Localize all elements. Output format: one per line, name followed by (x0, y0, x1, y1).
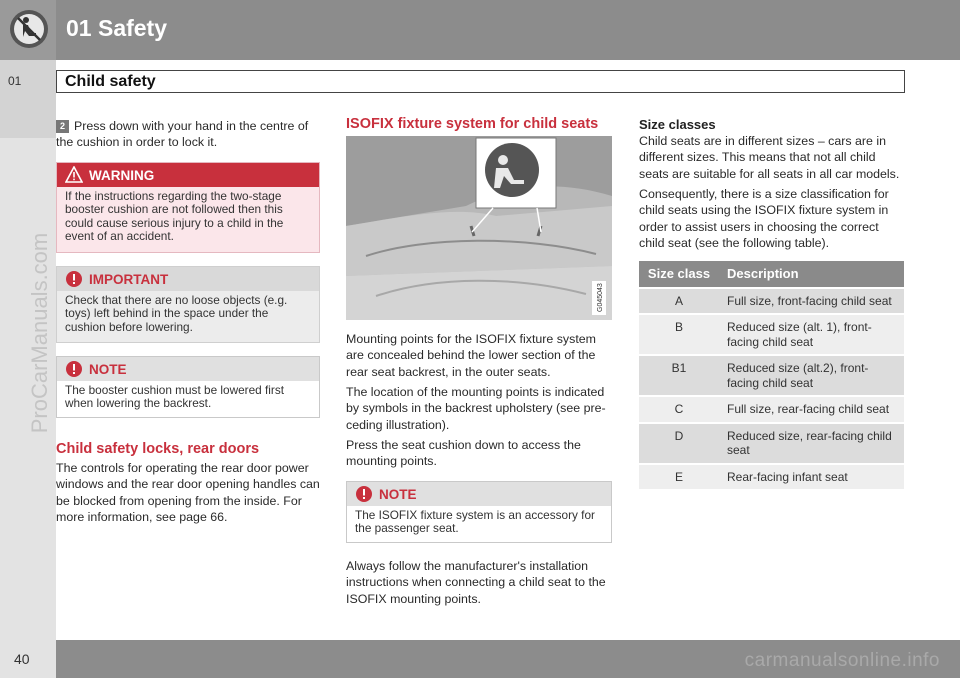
isofix-note-header (347, 482, 611, 506)
section-title: Child safety (65, 73, 156, 90)
table-row (639, 396, 904, 423)
step-number-badge: 2 (56, 120, 69, 133)
important-text: Check that there are no loose objects (e.g. toys) left behind in the space under the cushion before lowering. (65, 293, 288, 334)
table-header-row (639, 261, 904, 288)
warning-triangle-icon (65, 166, 83, 184)
description-cell: Full size, front-facing child seat (719, 288, 904, 315)
isofix-note-text: The ISOFIX fixture system is an accessory for the passenger seat. (355, 508, 595, 536)
header-description: Description (719, 261, 904, 288)
svg-text:G045043: G045043 (597, 283, 604, 312)
note-header (57, 357, 319, 381)
table-row (639, 464, 904, 490)
side-watermark: ProCarManuals.com (27, 232, 52, 434)
header-size-class: Size class (639, 261, 719, 288)
chapter-title: 01 Safety (66, 15, 168, 41)
info-circle-icon (65, 360, 83, 378)
exclamation-circle-icon (65, 270, 83, 288)
isofix-paragraph-1: Mounting points for the ISOFIX fixture system are concealed behind the lower section of the rear seat backrest, in the outer seats. (346, 332, 596, 379)
footer-watermark: carmanualsonline.info (744, 650, 940, 671)
warning-header (57, 163, 319, 187)
locks-paragraph: The controls for operating the rear door power windows and the rear door opening handles can be blocked from opening from the inside. For more information, see page 66. (56, 461, 320, 525)
table-row (639, 423, 904, 464)
size-class-cell: D (639, 423, 719, 464)
size-class-cell: E (639, 464, 719, 490)
isofix-paragraph-4: Always follow the manufacturer's installation instructions when connecting a child seat to the ISOFIX mounting points. (346, 559, 606, 606)
locks-heading: Child safety locks, rear doors (56, 441, 260, 457)
description-cell: Rear-facing infant seat (719, 464, 904, 490)
size-class-cell: B1 (639, 355, 719, 396)
important-box (56, 266, 320, 343)
size-class-cell: C (639, 396, 719, 423)
image-code-label (592, 281, 606, 315)
size-class-cell: A (639, 288, 719, 315)
description-cell: Full size, rear-facing child seat (719, 396, 904, 423)
warning-text: If the instructions regarding the two-stage booster cushion are not followed then this could cause serious injury to a child in the event of an accident. (65, 189, 284, 244)
size-classes-heading: Size classes (639, 117, 716, 132)
size-class-table (639, 261, 904, 489)
description-cell: Reduced size, rear-facing child seat (719, 423, 904, 464)
info-circle-icon (355, 485, 373, 503)
page-number: 40 (14, 651, 30, 667)
chapter-number: 01 (8, 74, 22, 88)
isofix-note-box (346, 481, 612, 543)
size-class-cell: B (639, 314, 719, 355)
isofix-seat-illustration (346, 136, 612, 320)
warning-box (56, 162, 320, 253)
isofix-note-label: NOTE (379, 487, 417, 502)
step-paragraph (56, 118, 322, 151)
step-text: Press down with your hand in the centre of the cushion in order to lock it. (56, 119, 309, 150)
table-row (639, 355, 904, 396)
note-box (56, 356, 320, 418)
isofix-paragraph-3: Press the seat cushion down to access the mounting points. (346, 438, 581, 469)
size-classes-paragraph-1: Child seats are in different sizes – cars are in different sizes. This means that not all child seats are suitable for all seats in all car models. (639, 134, 900, 181)
important-header (57, 267, 319, 291)
table-row (639, 314, 904, 355)
airbag-safety-icon (9, 9, 49, 49)
table-row (639, 288, 904, 315)
isofix-heading: ISOFIX fixture system for child seats (346, 116, 599, 132)
warning-label: WARNING (89, 168, 155, 183)
size-classes-paragraph-2: Consequently, there is a size classification for child seats using the ISOFIX fixture system in order to assist users in choosing the correct child seat (see the following table). (639, 187, 889, 251)
important-label: IMPORTANT (89, 272, 169, 287)
description-cell: Reduced size (alt.2), front-facing child seat (719, 355, 904, 396)
note-text: The booster cushion must be lowered first when lowering the backrest. (65, 383, 285, 411)
isofix-paragraph-2: The location of the mounting points is indicated by symbols in the backrest upholstery (see pre-ceding illustration). (346, 385, 606, 432)
note-label: NOTE (89, 362, 127, 377)
description-cell: Reduced size (alt. 1), front-facing child seat (719, 314, 904, 355)
chapter-tab (0, 60, 56, 138)
section-title-bar (56, 70, 905, 93)
